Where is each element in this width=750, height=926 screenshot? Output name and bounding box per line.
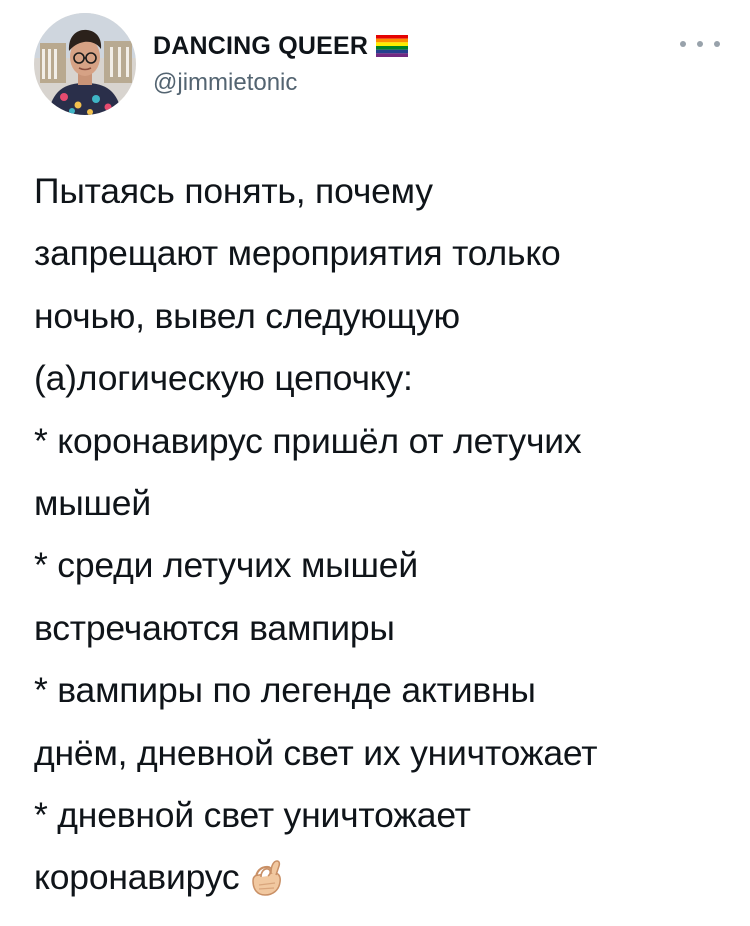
tweet-line: Пытаясь понять, почему (34, 171, 433, 211)
tweet-line: * дневной свет уничтожает (34, 795, 471, 836)
more-options-button[interactable] (680, 34, 720, 54)
tweet-line: запрещают мероприятия только (34, 233, 561, 274)
avatar[interactable] (34, 13, 136, 115)
tweet-header (0, 0, 750, 140)
more-options-dot (697, 41, 703, 47)
more-options-dot (714, 41, 720, 47)
tweet-line: * среди летучих мышей (34, 545, 418, 586)
tweet-line: * коронавирус пришёл от летучих (34, 420, 582, 461)
ok-hand-icon (247, 854, 285, 894)
tweet-line: * вампиры по легенде активны (34, 670, 536, 711)
name-row (153, 31, 408, 61)
tweet-last-line (34, 846, 734, 908)
rainbow-flag-icon (376, 35, 408, 57)
display-name[interactable]: DANCING QUEER (153, 31, 369, 60)
more-options-icon (680, 41, 686, 47)
tweet-line: днём, дневной свет их уничтожает (34, 732, 598, 773)
tweet-line: коронавирус (34, 857, 240, 898)
user-handle[interactable]: @jimmietonic (153, 69, 298, 96)
tweet-line: мышей (34, 483, 151, 524)
tweet-text (34, 160, 734, 909)
tweet-line: ночью, вывел следующую (34, 295, 460, 336)
tweet-line: (а)логическую цепочку: (34, 358, 413, 399)
tweet-line: встречаются вампиры (34, 607, 395, 648)
avatar-photo (34, 13, 136, 115)
